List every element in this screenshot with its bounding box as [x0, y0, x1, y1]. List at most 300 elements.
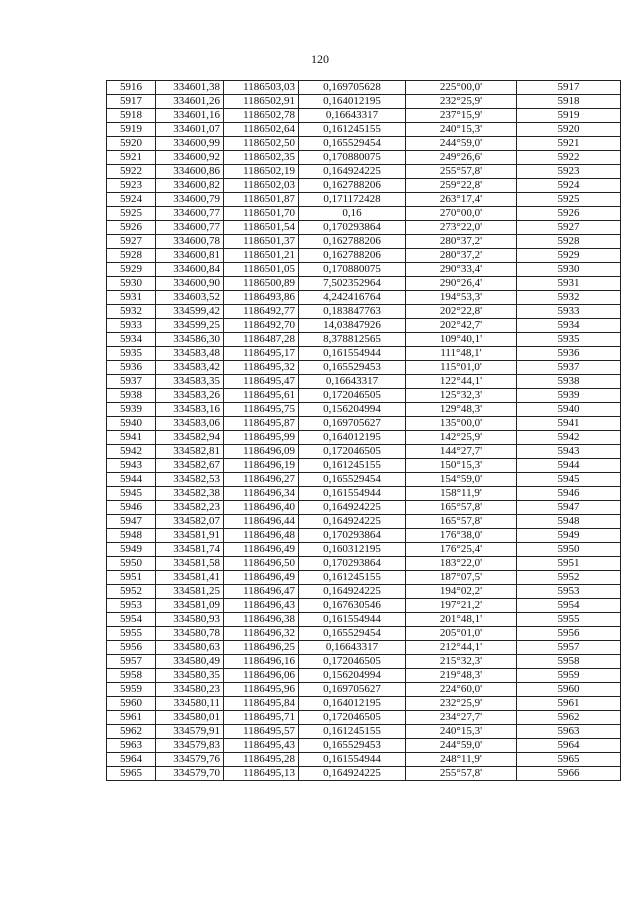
- next-point-cell: 5926: [517, 207, 621, 221]
- bearing-cell: 176°38,0': [406, 529, 517, 543]
- x-coordinate-cell: 334583,16: [156, 403, 224, 417]
- distance-cell: 0,167630546: [299, 599, 406, 613]
- distance-cell: 0,164924225: [299, 585, 406, 599]
- next-point-cell: 5935: [517, 333, 621, 347]
- point-number-cell: 5945: [107, 487, 156, 501]
- x-coordinate-cell: 334583,42: [156, 361, 224, 375]
- bearing-cell: 202°42,7': [406, 319, 517, 333]
- next-point-cell: 5924: [517, 179, 621, 193]
- table-row: [107, 543, 621, 557]
- next-point-cell: 5952: [517, 571, 621, 585]
- x-coordinate-cell: 334582,07: [156, 515, 224, 529]
- bearing-cell: 212°44,1': [406, 641, 517, 655]
- x-coordinate-cell: 334582,81: [156, 445, 224, 459]
- table-row: [107, 165, 621, 179]
- next-point-cell: 5932: [517, 291, 621, 305]
- table-row: [107, 431, 621, 445]
- x-coordinate-cell: 334600,77: [156, 221, 224, 235]
- point-number-cell: 5964: [107, 753, 156, 767]
- bearing-cell: 244°59,0': [406, 739, 517, 753]
- bearing-cell: 232°25,9': [406, 95, 517, 109]
- table-row: [107, 557, 621, 571]
- distance-cell: 0,161554944: [299, 753, 406, 767]
- x-coordinate-cell: 334581,09: [156, 599, 224, 613]
- distance-cell: 0,161554944: [299, 613, 406, 627]
- point-number-cell: 5927: [107, 235, 156, 249]
- distance-cell: 0,172046505: [299, 655, 406, 669]
- next-point-cell: 5933: [517, 305, 621, 319]
- point-number-cell: 5961: [107, 711, 156, 725]
- point-number-cell: 5946: [107, 501, 156, 515]
- bearing-cell: 224°60,0': [406, 683, 517, 697]
- y-coordinate-cell: 1186495,13: [224, 767, 299, 781]
- table-row: [107, 669, 621, 683]
- table-row: [107, 767, 621, 781]
- table-row: [107, 151, 621, 165]
- next-point-cell: 5960: [517, 683, 621, 697]
- table-row: [107, 333, 621, 347]
- distance-cell: 0,172046505: [299, 711, 406, 725]
- distance-cell: 0,16643317: [299, 641, 406, 655]
- table-row: [107, 501, 621, 515]
- x-coordinate-cell: 334600,77: [156, 207, 224, 221]
- table-row: [107, 109, 621, 123]
- next-point-cell: 5929: [517, 249, 621, 263]
- distance-cell: 0,170880075: [299, 151, 406, 165]
- x-coordinate-cell: 334599,25: [156, 319, 224, 333]
- table-row: [107, 207, 621, 221]
- bearing-cell: 144°27,7': [406, 445, 517, 459]
- y-coordinate-cell: 1186492,77: [224, 305, 299, 319]
- bearing-cell: 270°00,0': [406, 207, 517, 221]
- distance-cell: 0,161245155: [299, 571, 406, 585]
- table-row: [107, 389, 621, 403]
- table-row: [107, 753, 621, 767]
- bearing-cell: 219°48,3': [406, 669, 517, 683]
- y-coordinate-cell: 1186501,70: [224, 207, 299, 221]
- distance-cell: 0,162788206: [299, 235, 406, 249]
- table-row: [107, 739, 621, 753]
- point-number-cell: 5952: [107, 585, 156, 599]
- distance-cell: 0,161554944: [299, 487, 406, 501]
- bearing-cell: 240°15,3': [406, 123, 517, 137]
- bearing-cell: 259°22,8': [406, 179, 517, 193]
- table-row: [107, 179, 621, 193]
- distance-cell: 0,172046505: [299, 445, 406, 459]
- point-number-cell: 5955: [107, 627, 156, 641]
- distance-cell: 0,165529454: [299, 137, 406, 151]
- table-row: [107, 459, 621, 473]
- bearing-cell: 197°21,2': [406, 599, 517, 613]
- distance-cell: 0,161245155: [299, 123, 406, 137]
- y-coordinate-cell: 1186500,89: [224, 277, 299, 291]
- next-point-cell: 5949: [517, 529, 621, 543]
- distance-cell: 0,164924225: [299, 515, 406, 529]
- distance-cell: 0,170293864: [299, 557, 406, 571]
- table-row: [107, 305, 621, 319]
- distance-cell: 0,165529453: [299, 361, 406, 375]
- x-coordinate-cell: 334582,94: [156, 431, 224, 445]
- point-number-cell: 5953: [107, 599, 156, 613]
- distance-cell: 0,165529454: [299, 473, 406, 487]
- distance-cell: 0,162788206: [299, 179, 406, 193]
- x-coordinate-cell: 334583,06: [156, 417, 224, 431]
- y-coordinate-cell: 1186492,70: [224, 319, 299, 333]
- bearing-cell: 194°53,3': [406, 291, 517, 305]
- x-coordinate-cell: 334601,38: [156, 81, 224, 95]
- point-number-cell: 5921: [107, 151, 156, 165]
- point-number-cell: 5917: [107, 95, 156, 109]
- x-coordinate-cell: 334580,23: [156, 683, 224, 697]
- point-number-cell: 5931: [107, 291, 156, 305]
- distance-cell: 0,170880075: [299, 263, 406, 277]
- x-coordinate-cell: 334600,84: [156, 263, 224, 277]
- next-point-cell: 5931: [517, 277, 621, 291]
- y-coordinate-cell: 1186502,03: [224, 179, 299, 193]
- next-point-cell: 5966: [517, 767, 621, 781]
- point-number-cell: 5938: [107, 389, 156, 403]
- x-coordinate-cell: 334583,35: [156, 375, 224, 389]
- x-coordinate-cell: 334601,16: [156, 109, 224, 123]
- bearing-cell: 248°11,9': [406, 753, 517, 767]
- table-row: [107, 193, 621, 207]
- bearing-cell: 244°59,0': [406, 137, 517, 151]
- distance-cell: 0,183847763: [299, 305, 406, 319]
- point-number-cell: 5943: [107, 459, 156, 473]
- next-point-cell: 5917: [517, 81, 621, 95]
- point-number-cell: 5916: [107, 81, 156, 95]
- point-number-cell: 5951: [107, 571, 156, 585]
- point-number-cell: 5939: [107, 403, 156, 417]
- point-number-cell: 5920: [107, 137, 156, 151]
- y-coordinate-cell: 1186496,06: [224, 669, 299, 683]
- x-coordinate-cell: 334581,25: [156, 585, 224, 599]
- y-coordinate-cell: 1186495,99: [224, 431, 299, 445]
- table-row: [107, 585, 621, 599]
- point-number-cell: 5960: [107, 697, 156, 711]
- x-coordinate-cell: 334600,82: [156, 179, 224, 193]
- y-coordinate-cell: 1186495,96: [224, 683, 299, 697]
- distance-cell: 0,165529454: [299, 627, 406, 641]
- next-point-cell: 5927: [517, 221, 621, 235]
- bearing-cell: 232°25,9': [406, 697, 517, 711]
- next-point-cell: 5919: [517, 109, 621, 123]
- point-number-cell: 5919: [107, 123, 156, 137]
- y-coordinate-cell: 1186496,16: [224, 655, 299, 669]
- next-point-cell: 5941: [517, 417, 621, 431]
- bearing-cell: 115°01,0': [406, 361, 517, 375]
- point-number-cell: 5935: [107, 347, 156, 361]
- table-row: [107, 655, 621, 669]
- point-number-cell: 5949: [107, 543, 156, 557]
- y-coordinate-cell: 1186502,35: [224, 151, 299, 165]
- x-coordinate-cell: 334600,81: [156, 249, 224, 263]
- y-coordinate-cell: 1186502,19: [224, 165, 299, 179]
- y-coordinate-cell: 1186495,84: [224, 697, 299, 711]
- next-point-cell: 5930: [517, 263, 621, 277]
- distance-cell: 0,16: [299, 207, 406, 221]
- table-row: [107, 137, 621, 151]
- next-point-cell: 5945: [517, 473, 621, 487]
- x-coordinate-cell: 334582,23: [156, 501, 224, 515]
- bearing-cell: 111°48,1': [406, 347, 517, 361]
- y-coordinate-cell: 1186496,49: [224, 571, 299, 585]
- table-row: [107, 319, 621, 333]
- bearing-cell: 225°00,0': [406, 81, 517, 95]
- bearing-cell: 234°27,7': [406, 711, 517, 725]
- distance-cell: 0,169705627: [299, 417, 406, 431]
- bearing-cell: 176°25,4': [406, 543, 517, 557]
- distance-cell: 0,164924225: [299, 165, 406, 179]
- x-coordinate-cell: 334600,99: [156, 137, 224, 151]
- table-row: [107, 641, 621, 655]
- x-coordinate-cell: 334579,70: [156, 767, 224, 781]
- bearing-cell: 194°02,2': [406, 585, 517, 599]
- point-number-cell: 5937: [107, 375, 156, 389]
- next-point-cell: 5943: [517, 445, 621, 459]
- y-coordinate-cell: 1186495,71: [224, 711, 299, 725]
- distance-cell: 0,161245155: [299, 459, 406, 473]
- bearing-cell: 165°57,8': [406, 515, 517, 529]
- distance-cell: 0,169705627: [299, 683, 406, 697]
- y-coordinate-cell: 1186501,54: [224, 221, 299, 235]
- x-coordinate-cell: 334600,78: [156, 235, 224, 249]
- y-coordinate-cell: 1186496,43: [224, 599, 299, 613]
- coordinates-table: [106, 80, 621, 781]
- next-point-cell: 5950: [517, 543, 621, 557]
- point-number-cell: 5958: [107, 669, 156, 683]
- distance-cell: 0,164012195: [299, 697, 406, 711]
- distance-cell: 0,160312195: [299, 543, 406, 557]
- coordinates-table-body: [107, 81, 621, 781]
- point-number-cell: 5923: [107, 179, 156, 193]
- x-coordinate-cell: 334580,11: [156, 697, 224, 711]
- next-point-cell: 5939: [517, 389, 621, 403]
- table-row: [107, 529, 621, 543]
- next-point-cell: 5956: [517, 627, 621, 641]
- x-coordinate-cell: 334581,74: [156, 543, 224, 557]
- x-coordinate-cell: 334579,76: [156, 753, 224, 767]
- bearing-cell: 183°22,0': [406, 557, 517, 571]
- table-row: [107, 683, 621, 697]
- next-point-cell: 5928: [517, 235, 621, 249]
- point-number-cell: 5926: [107, 221, 156, 235]
- bearing-cell: 135°00,0': [406, 417, 517, 431]
- y-coordinate-cell: 1186501,21: [224, 249, 299, 263]
- next-point-cell: 5925: [517, 193, 621, 207]
- next-point-cell: 5946: [517, 487, 621, 501]
- point-number-cell: 5933: [107, 319, 156, 333]
- distance-cell: 0,170293864: [299, 221, 406, 235]
- table-row: [107, 123, 621, 137]
- y-coordinate-cell: 1186487,28: [224, 333, 299, 347]
- table-row: [107, 711, 621, 725]
- point-number-cell: 5940: [107, 417, 156, 431]
- y-coordinate-cell: 1186495,57: [224, 725, 299, 739]
- next-point-cell: 5942: [517, 431, 621, 445]
- bearing-cell: 290°26,4': [406, 277, 517, 291]
- y-coordinate-cell: 1186503,03: [224, 81, 299, 95]
- next-point-cell: 5922: [517, 151, 621, 165]
- next-point-cell: 5921: [517, 137, 621, 151]
- x-coordinate-cell: 334583,26: [156, 389, 224, 403]
- distance-cell: 0,16643317: [299, 375, 406, 389]
- point-number-cell: 5925: [107, 207, 156, 221]
- table-row: [107, 417, 621, 431]
- point-number-cell: 5957: [107, 655, 156, 669]
- x-coordinate-cell: 334581,58: [156, 557, 224, 571]
- bearing-cell: 109°40,1': [406, 333, 517, 347]
- point-number-cell: 5947: [107, 515, 156, 529]
- x-coordinate-cell: 334581,91: [156, 529, 224, 543]
- distance-cell: 7,502352964: [299, 277, 406, 291]
- point-number-cell: 5928: [107, 249, 156, 263]
- distance-cell: 0,164012195: [299, 431, 406, 445]
- bearing-cell: 165°57,8': [406, 501, 517, 515]
- point-number-cell: 5944: [107, 473, 156, 487]
- y-coordinate-cell: 1186496,32: [224, 627, 299, 641]
- table-row: [107, 249, 621, 263]
- y-coordinate-cell: 1186501,05: [224, 263, 299, 277]
- next-point-cell: 5964: [517, 739, 621, 753]
- next-point-cell: 5937: [517, 361, 621, 375]
- table-row: [107, 81, 621, 95]
- point-number-cell: 5962: [107, 725, 156, 739]
- point-number-cell: 5954: [107, 613, 156, 627]
- point-number-cell: 5941: [107, 431, 156, 445]
- bearing-cell: 154°59,0': [406, 473, 517, 487]
- point-number-cell: 5956: [107, 641, 156, 655]
- bearing-cell: 240°15,3': [406, 725, 517, 739]
- x-coordinate-cell: 334580,35: [156, 669, 224, 683]
- y-coordinate-cell: 1186495,75: [224, 403, 299, 417]
- x-coordinate-cell: 334580,49: [156, 655, 224, 669]
- page-number: 120: [311, 52, 329, 66]
- distance-cell: 0,16643317: [299, 109, 406, 123]
- distance-cell: 0,161554944: [299, 347, 406, 361]
- next-point-cell: 5948: [517, 515, 621, 529]
- x-coordinate-cell: 334586,30: [156, 333, 224, 347]
- table-row: [107, 291, 621, 305]
- y-coordinate-cell: 1186495,61: [224, 389, 299, 403]
- x-coordinate-cell: 334581,41: [156, 571, 224, 585]
- bearing-cell: 273°22,0': [406, 221, 517, 235]
- x-coordinate-cell: 334603,52: [156, 291, 224, 305]
- x-coordinate-cell: 334580,01: [156, 711, 224, 725]
- table-row: [107, 347, 621, 361]
- x-coordinate-cell: 334580,78: [156, 627, 224, 641]
- table-row: [107, 473, 621, 487]
- bearing-cell: 255°57,8': [406, 165, 517, 179]
- table-row: [107, 221, 621, 235]
- y-coordinate-cell: 1186495,32: [224, 361, 299, 375]
- y-coordinate-cell: 1186495,47: [224, 375, 299, 389]
- x-coordinate-cell: 334582,53: [156, 473, 224, 487]
- table-row: [107, 515, 621, 529]
- distance-cell: 0,164924225: [299, 767, 406, 781]
- point-number-cell: 5930: [107, 277, 156, 291]
- distance-cell: 0,169705628: [299, 81, 406, 95]
- distance-cell: 0,162788206: [299, 249, 406, 263]
- bearing-cell: 201°48,1': [406, 613, 517, 627]
- point-number-cell: 5965: [107, 767, 156, 781]
- table-row: [107, 571, 621, 585]
- point-number-cell: 5934: [107, 333, 156, 347]
- y-coordinate-cell: 1186495,43: [224, 739, 299, 753]
- next-point-cell: 5940: [517, 403, 621, 417]
- next-point-cell: 5963: [517, 725, 621, 739]
- next-point-cell: 5958: [517, 655, 621, 669]
- next-point-cell: 5920: [517, 123, 621, 137]
- y-coordinate-cell: 1186493,86: [224, 291, 299, 305]
- y-coordinate-cell: 1186496,47: [224, 585, 299, 599]
- distance-cell: 0,164012195: [299, 95, 406, 109]
- x-coordinate-cell: 334579,83: [156, 739, 224, 753]
- bearing-cell: 249°26,6': [406, 151, 517, 165]
- next-point-cell: 5918: [517, 95, 621, 109]
- bearing-cell: 142°25,9': [406, 431, 517, 445]
- next-point-cell: 5953: [517, 585, 621, 599]
- table-row: [107, 487, 621, 501]
- y-coordinate-cell: 1186495,28: [224, 753, 299, 767]
- next-point-cell: 5936: [517, 347, 621, 361]
- next-point-cell: 5938: [517, 375, 621, 389]
- table-row: [107, 627, 621, 641]
- point-number-cell: 5942: [107, 445, 156, 459]
- point-number-cell: 5918: [107, 109, 156, 123]
- table-row: [107, 235, 621, 249]
- x-coordinate-cell: 334601,26: [156, 95, 224, 109]
- next-point-cell: 5961: [517, 697, 621, 711]
- y-coordinate-cell: 1186501,87: [224, 193, 299, 207]
- x-coordinate-cell: 334600,90: [156, 277, 224, 291]
- y-coordinate-cell: 1186496,40: [224, 501, 299, 515]
- point-number-cell: 5924: [107, 193, 156, 207]
- x-coordinate-cell: 334601,07: [156, 123, 224, 137]
- table-row: [107, 403, 621, 417]
- x-coordinate-cell: 334579,91: [156, 725, 224, 739]
- x-coordinate-cell: 334580,63: [156, 641, 224, 655]
- bearing-cell: 187°07,5': [406, 571, 517, 585]
- table-row: [107, 263, 621, 277]
- bearing-cell: 122°44,1': [406, 375, 517, 389]
- x-coordinate-cell: 334582,67: [156, 459, 224, 473]
- distance-cell: 14,03847926: [299, 319, 406, 333]
- bearing-cell: 255°57,8': [406, 767, 517, 781]
- x-coordinate-cell: 334599,42: [156, 305, 224, 319]
- x-coordinate-cell: 334600,86: [156, 165, 224, 179]
- bearing-cell: 237°15,9': [406, 109, 517, 123]
- next-point-cell: 5923: [517, 165, 621, 179]
- next-point-cell: 5954: [517, 599, 621, 613]
- point-number-cell: 5929: [107, 263, 156, 277]
- bearing-cell: 125°32,3': [406, 389, 517, 403]
- y-coordinate-cell: 1186496,50: [224, 557, 299, 571]
- distance-cell: 0,170293864: [299, 529, 406, 543]
- bearing-cell: 280°37,2': [406, 235, 517, 249]
- point-number-cell: 5959: [107, 683, 156, 697]
- distance-cell: 0,161245155: [299, 725, 406, 739]
- bearing-cell: 290°33,4': [406, 263, 517, 277]
- y-coordinate-cell: 1186496,19: [224, 459, 299, 473]
- next-point-cell: 5962: [517, 711, 621, 725]
- y-coordinate-cell: 1186501,37: [224, 235, 299, 249]
- point-number-cell: 5963: [107, 739, 156, 753]
- distance-cell: 4,242416764: [299, 291, 406, 305]
- y-coordinate-cell: 1186502,78: [224, 109, 299, 123]
- point-number-cell: 5948: [107, 529, 156, 543]
- distance-cell: 0,156204994: [299, 403, 406, 417]
